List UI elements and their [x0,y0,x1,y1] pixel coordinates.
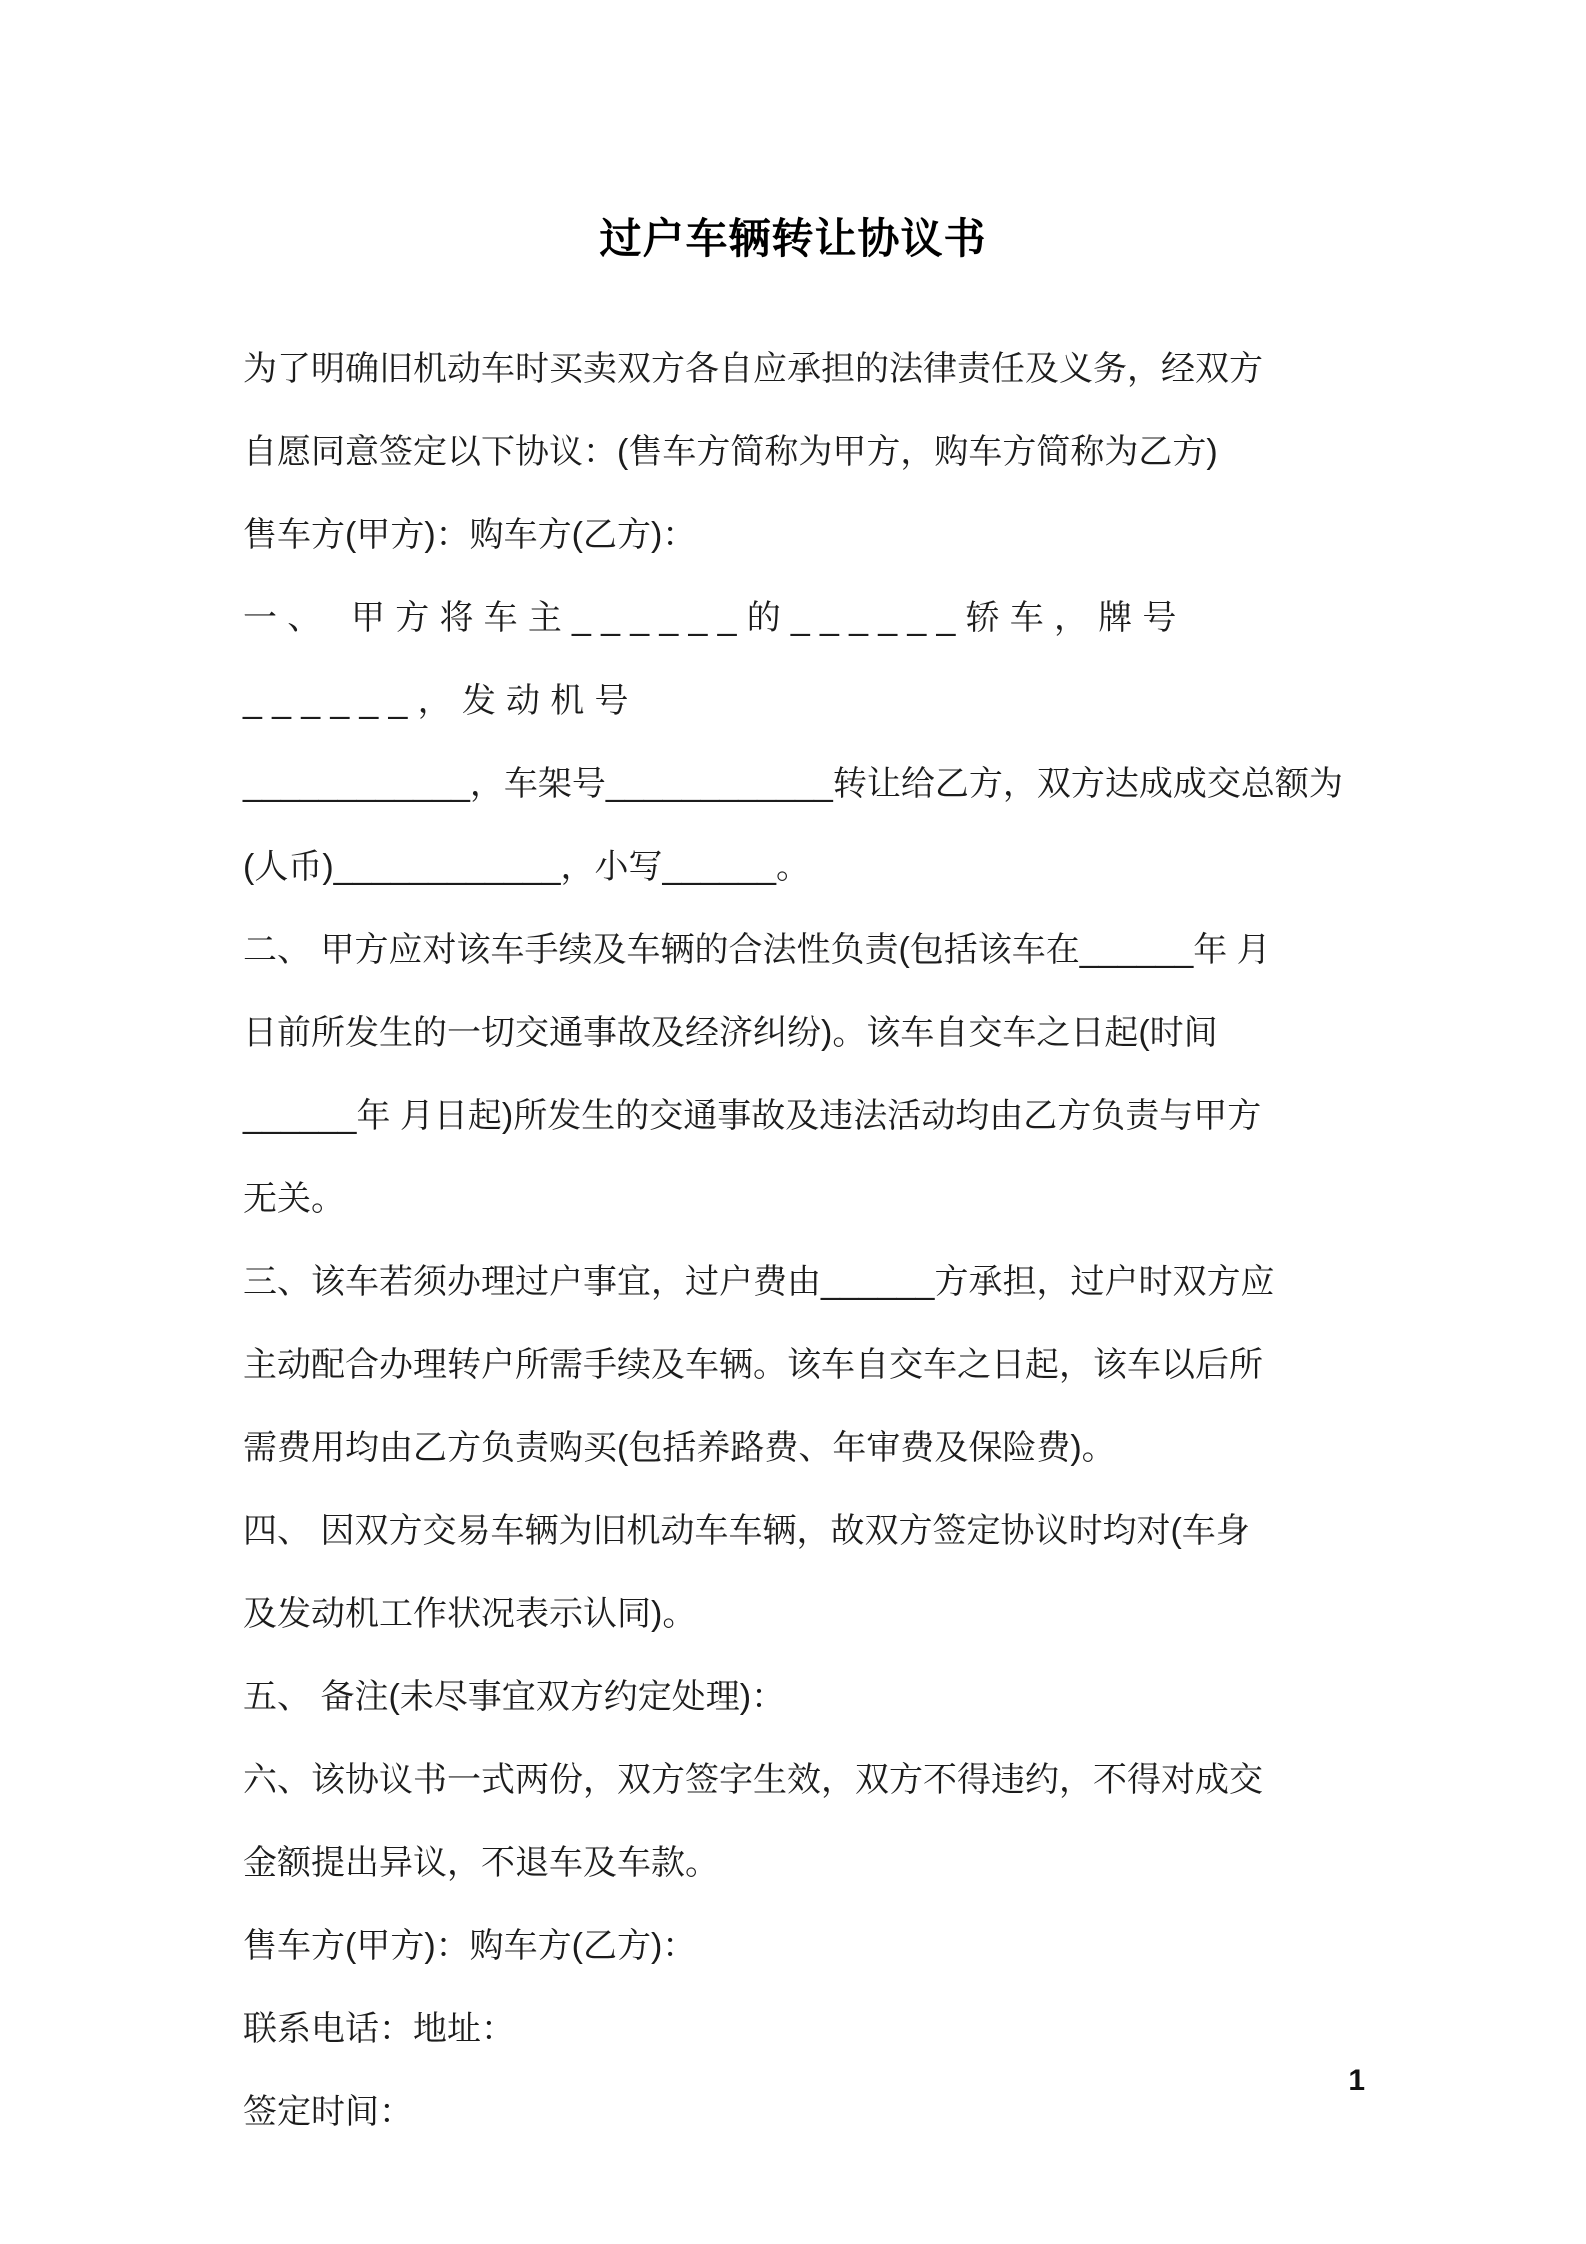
document-line: 售车方(甲方)：购车方(乙方)： [243,516,697,554]
document-line: 六、该协议书一式两份，双方签字生效，双方不得违约，不得对成交 [243,1761,1263,1799]
document-line: 无关。 [243,1180,345,1218]
document-line: 为了明确旧机动车时买卖双方各自应承担的法律责任及义务，经双方 [243,350,1263,388]
document-line: 五、 备注(未尽事宜双方约定处理)： [243,1678,786,1716]
document-line: 二、 甲方应对该车手续及车辆的合法性负责(包括该车在______年 月 [243,931,1271,969]
document-line: ______年 月日起)所发生的交通事故及违法活动均由乙方负责与甲方 [243,1097,1262,1135]
document-line: 日前所发生的一切交通事故及经济纠纷)。该车自交车之日起(时间 [243,1014,1218,1052]
document-line: 三、该车若须办理过户事宜，过户费由______方承担，过户时双方应 [243,1263,1275,1301]
document-line: 签定时间： [243,2093,413,2131]
document-line: 一、 甲方将车主______的______轿车，牌号______，发动机号 [243,599,1187,720]
document-body [243,328,1368,2154]
document-line: 金额提出异议，不退车及车款。 [243,1844,719,1882]
document-line: 需费用均由乙方负责购买(包括养路费、年审费及保险费)。 [243,1429,1116,1467]
document-line: 及发动机工作状况表示认同)。 [243,1595,697,1633]
document-line: (人币)____________，小写______。 [243,848,811,886]
document-title: 过户车辆转让协议书 [599,215,987,262]
document-line: 主动配合办理转户所需手续及车辆。该车自交车之日起，该车以后所 [243,1346,1263,1384]
document-line: 联系电话：地址： [243,2010,515,2048]
document-line: ____________，车架号____________转让给乙方，双方达成成交总额为 [243,765,1343,803]
document-line: 四、 因双方交易车辆为旧机动车车辆，故双方签定协议时均对(车身 [243,1512,1250,1550]
document-line: 售车方(甲方)：购车方(乙方)： [243,1927,697,1965]
page-number: 1 [1348,2064,1365,2097]
document-line: 自愿同意签定以下协议：(售车方简称为甲方，购车方简称为乙方) [243,433,1218,471]
